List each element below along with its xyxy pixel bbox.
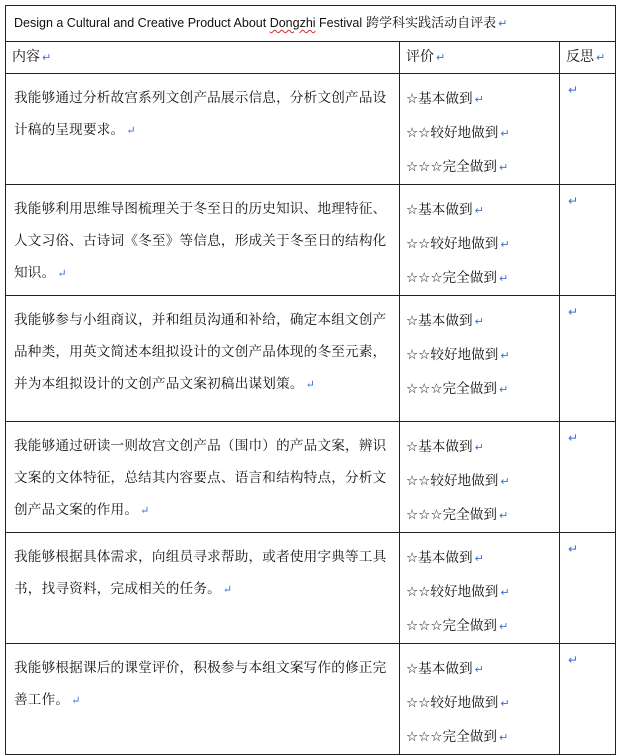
rating-option[interactable] xyxy=(406,116,559,150)
reflection-cell[interactable] xyxy=(560,296,616,422)
header-reflection xyxy=(560,42,616,74)
rating-cell xyxy=(400,644,560,755)
table-row xyxy=(6,74,616,185)
paragraph-mark-icon: ↵ xyxy=(568,653,579,667)
paragraph-mark-icon: ↵ xyxy=(474,441,484,454)
paragraph-mark-icon: ↵ xyxy=(500,238,510,251)
paragraph-mark-icon: ↵ xyxy=(500,127,510,140)
paragraph-mark-icon: ↵ xyxy=(500,586,510,599)
paragraph-mark-icon: ↵ xyxy=(500,697,510,710)
rating-option-label: ☆☆☆完全做到 xyxy=(406,159,497,175)
paragraph-mark-icon: ↵ xyxy=(498,17,508,30)
paragraph-mark-icon: ↵ xyxy=(42,51,52,64)
rating-option-label: ☆基本做到 xyxy=(406,550,473,566)
rating-option-label: ☆☆☆完全做到 xyxy=(406,618,497,634)
paragraph-mark-icon: ↵ xyxy=(140,504,150,517)
criterion-text: 我能够通过分析故宫系列文创产品展示信息，分析文创产品设计稿的呈现要求。 xyxy=(14,90,387,138)
rating-option[interactable] xyxy=(406,193,559,227)
table-row xyxy=(6,422,616,533)
rating-option-label: ☆☆较好地做到 xyxy=(406,236,499,252)
header-reflection-label: 反思 xyxy=(566,49,594,65)
rating-option[interactable] xyxy=(406,609,559,643)
paragraph-mark-icon: ↵ xyxy=(305,378,316,391)
header-content-label: 内容 xyxy=(12,49,40,65)
criterion-text: 我能够通过研读一则故宫文创产品（围巾）的产品文案，辨识文案的文体特征，总结其内容要点、语言和结构特点，分析文创产品文案的作用。 xyxy=(14,438,387,518)
paragraph-mark-icon: ↵ xyxy=(568,83,579,97)
self-evaluation-table xyxy=(5,5,616,755)
rating-cell xyxy=(400,422,560,533)
header-row xyxy=(6,42,616,74)
paragraph-mark-icon: ↵ xyxy=(498,272,509,285)
paragraph-mark-icon: ↵ xyxy=(498,731,509,744)
rating-option[interactable] xyxy=(406,372,559,406)
title-row xyxy=(6,6,616,42)
table-row xyxy=(6,533,616,644)
rating-option-label: ☆基本做到 xyxy=(406,661,473,677)
criterion-text: 我能够根据课后的课堂评价，积极参与本组文案写作的修正完善工作。 xyxy=(14,660,387,708)
table-row xyxy=(6,296,616,422)
title-en-prefix: Design a Cultural and Creative Product About xyxy=(14,16,270,30)
paragraph-mark-icon: ↵ xyxy=(474,663,484,676)
rating-option-label: ☆☆☆完全做到 xyxy=(406,270,497,286)
rating-option-label: ☆基本做到 xyxy=(406,439,473,455)
rating-option[interactable] xyxy=(406,150,559,184)
rating-option-label: ☆基本做到 xyxy=(406,313,473,329)
rating-option[interactable] xyxy=(406,686,559,720)
table-body xyxy=(6,74,616,755)
table-title xyxy=(6,6,616,42)
paragraph-mark-icon: ↵ xyxy=(568,194,579,208)
reflection-cell[interactable] xyxy=(560,185,616,296)
rating-option[interactable] xyxy=(406,261,559,295)
rating-option[interactable] xyxy=(406,498,559,532)
rating-option[interactable] xyxy=(406,430,559,464)
paragraph-mark-icon: ↵ xyxy=(71,694,81,707)
reflection-cell[interactable] xyxy=(560,644,616,755)
rating-option-label: ☆☆较好地做到 xyxy=(406,347,499,363)
criterion-cell xyxy=(6,74,400,185)
paragraph-mark-icon: ↵ xyxy=(57,267,67,280)
criterion-cell xyxy=(6,296,400,422)
criterion-text: 我能够根据具体需求，向组员寻求帮助，或者使用字典等工具书，找寻资料，完成相关的任务。 xyxy=(14,549,387,597)
rating-option-label: ☆基本做到 xyxy=(406,202,473,218)
rating-cell xyxy=(400,74,560,185)
rating-option[interactable] xyxy=(406,720,559,754)
criterion-text: 我能够利用思维导图梳理关于冬至日的历史知识、地理特征、人文习俗、古诗词《冬至》等信息，形成关于冬至日的结构化知识。 xyxy=(14,201,387,281)
rating-option-label: ☆☆较好地做到 xyxy=(406,125,499,141)
paragraph-mark-icon: ↵ xyxy=(222,583,233,596)
rating-cell xyxy=(400,185,560,296)
rating-option[interactable] xyxy=(406,338,559,372)
paragraph-mark-icon: ↵ xyxy=(500,475,510,488)
rating-cell xyxy=(400,296,560,422)
paragraph-mark-icon: ↵ xyxy=(126,124,136,137)
title-en-underlined: Dongzhi xyxy=(269,16,316,30)
rating-option-label: ☆☆较好地做到 xyxy=(406,473,499,489)
title-en-suffix: Festival xyxy=(315,16,363,30)
title-cn: 跨学科实践活动自评表 xyxy=(366,16,497,31)
paragraph-mark-icon: ↵ xyxy=(568,431,579,445)
paragraph-mark-icon: ↵ xyxy=(568,542,579,556)
criterion-cell xyxy=(6,422,400,533)
header-evaluation xyxy=(400,42,560,74)
table-row xyxy=(6,644,616,755)
paragraph-mark-icon: ↵ xyxy=(500,349,510,362)
criterion-cell xyxy=(6,185,400,296)
rating-option-label: ☆☆☆完全做到 xyxy=(406,381,497,397)
reflection-cell[interactable] xyxy=(560,422,616,533)
rating-option-label: ☆☆☆完全做到 xyxy=(406,507,497,523)
paragraph-mark-icon: ↵ xyxy=(474,315,484,328)
paragraph-mark-icon: ↵ xyxy=(498,383,509,396)
header-content xyxy=(6,42,400,74)
paragraph-mark-icon: ↵ xyxy=(568,305,579,319)
table-row xyxy=(6,185,616,296)
rating-option-label: ☆基本做到 xyxy=(406,91,473,107)
reflection-cell[interactable] xyxy=(560,533,616,644)
rating-option[interactable] xyxy=(406,464,559,498)
paragraph-mark-icon: ↵ xyxy=(596,51,606,64)
criterion-cell xyxy=(6,533,400,644)
rating-option-label: ☆☆较好地做到 xyxy=(406,584,499,600)
paragraph-mark-icon: ↵ xyxy=(474,93,484,106)
rating-option[interactable] xyxy=(406,227,559,261)
rating-option[interactable] xyxy=(406,541,559,575)
rating-option[interactable] xyxy=(406,82,559,116)
rating-option[interactable] xyxy=(406,652,559,686)
paragraph-mark-icon: ↵ xyxy=(498,161,509,174)
criterion-cell xyxy=(6,644,400,755)
paragraph-mark-icon: ↵ xyxy=(498,620,509,633)
paragraph-mark-icon: ↵ xyxy=(474,552,484,565)
rating-option[interactable] xyxy=(406,304,559,338)
rating-cell xyxy=(400,533,560,644)
paragraph-mark-icon: ↵ xyxy=(474,204,484,217)
paragraph-mark-icon: ↵ xyxy=(436,51,446,64)
criterion-text: 我能够参与小组商议，并和组员沟通和补给，确定本组文创产品种类，用英文简述本组拟设计的文创产品体现的冬至元素，并为本组拟设计的文创产品文案初稿出谋划策。 xyxy=(14,312,387,392)
rating-option[interactable] xyxy=(406,575,559,609)
reflection-cell[interactable] xyxy=(560,74,616,185)
rating-option-label: ☆☆☆完全做到 xyxy=(406,729,497,745)
rating-option-label: ☆☆较好地做到 xyxy=(406,695,499,711)
header-evaluation-label: 评价 xyxy=(406,49,434,65)
paragraph-mark-icon: ↵ xyxy=(498,509,509,522)
